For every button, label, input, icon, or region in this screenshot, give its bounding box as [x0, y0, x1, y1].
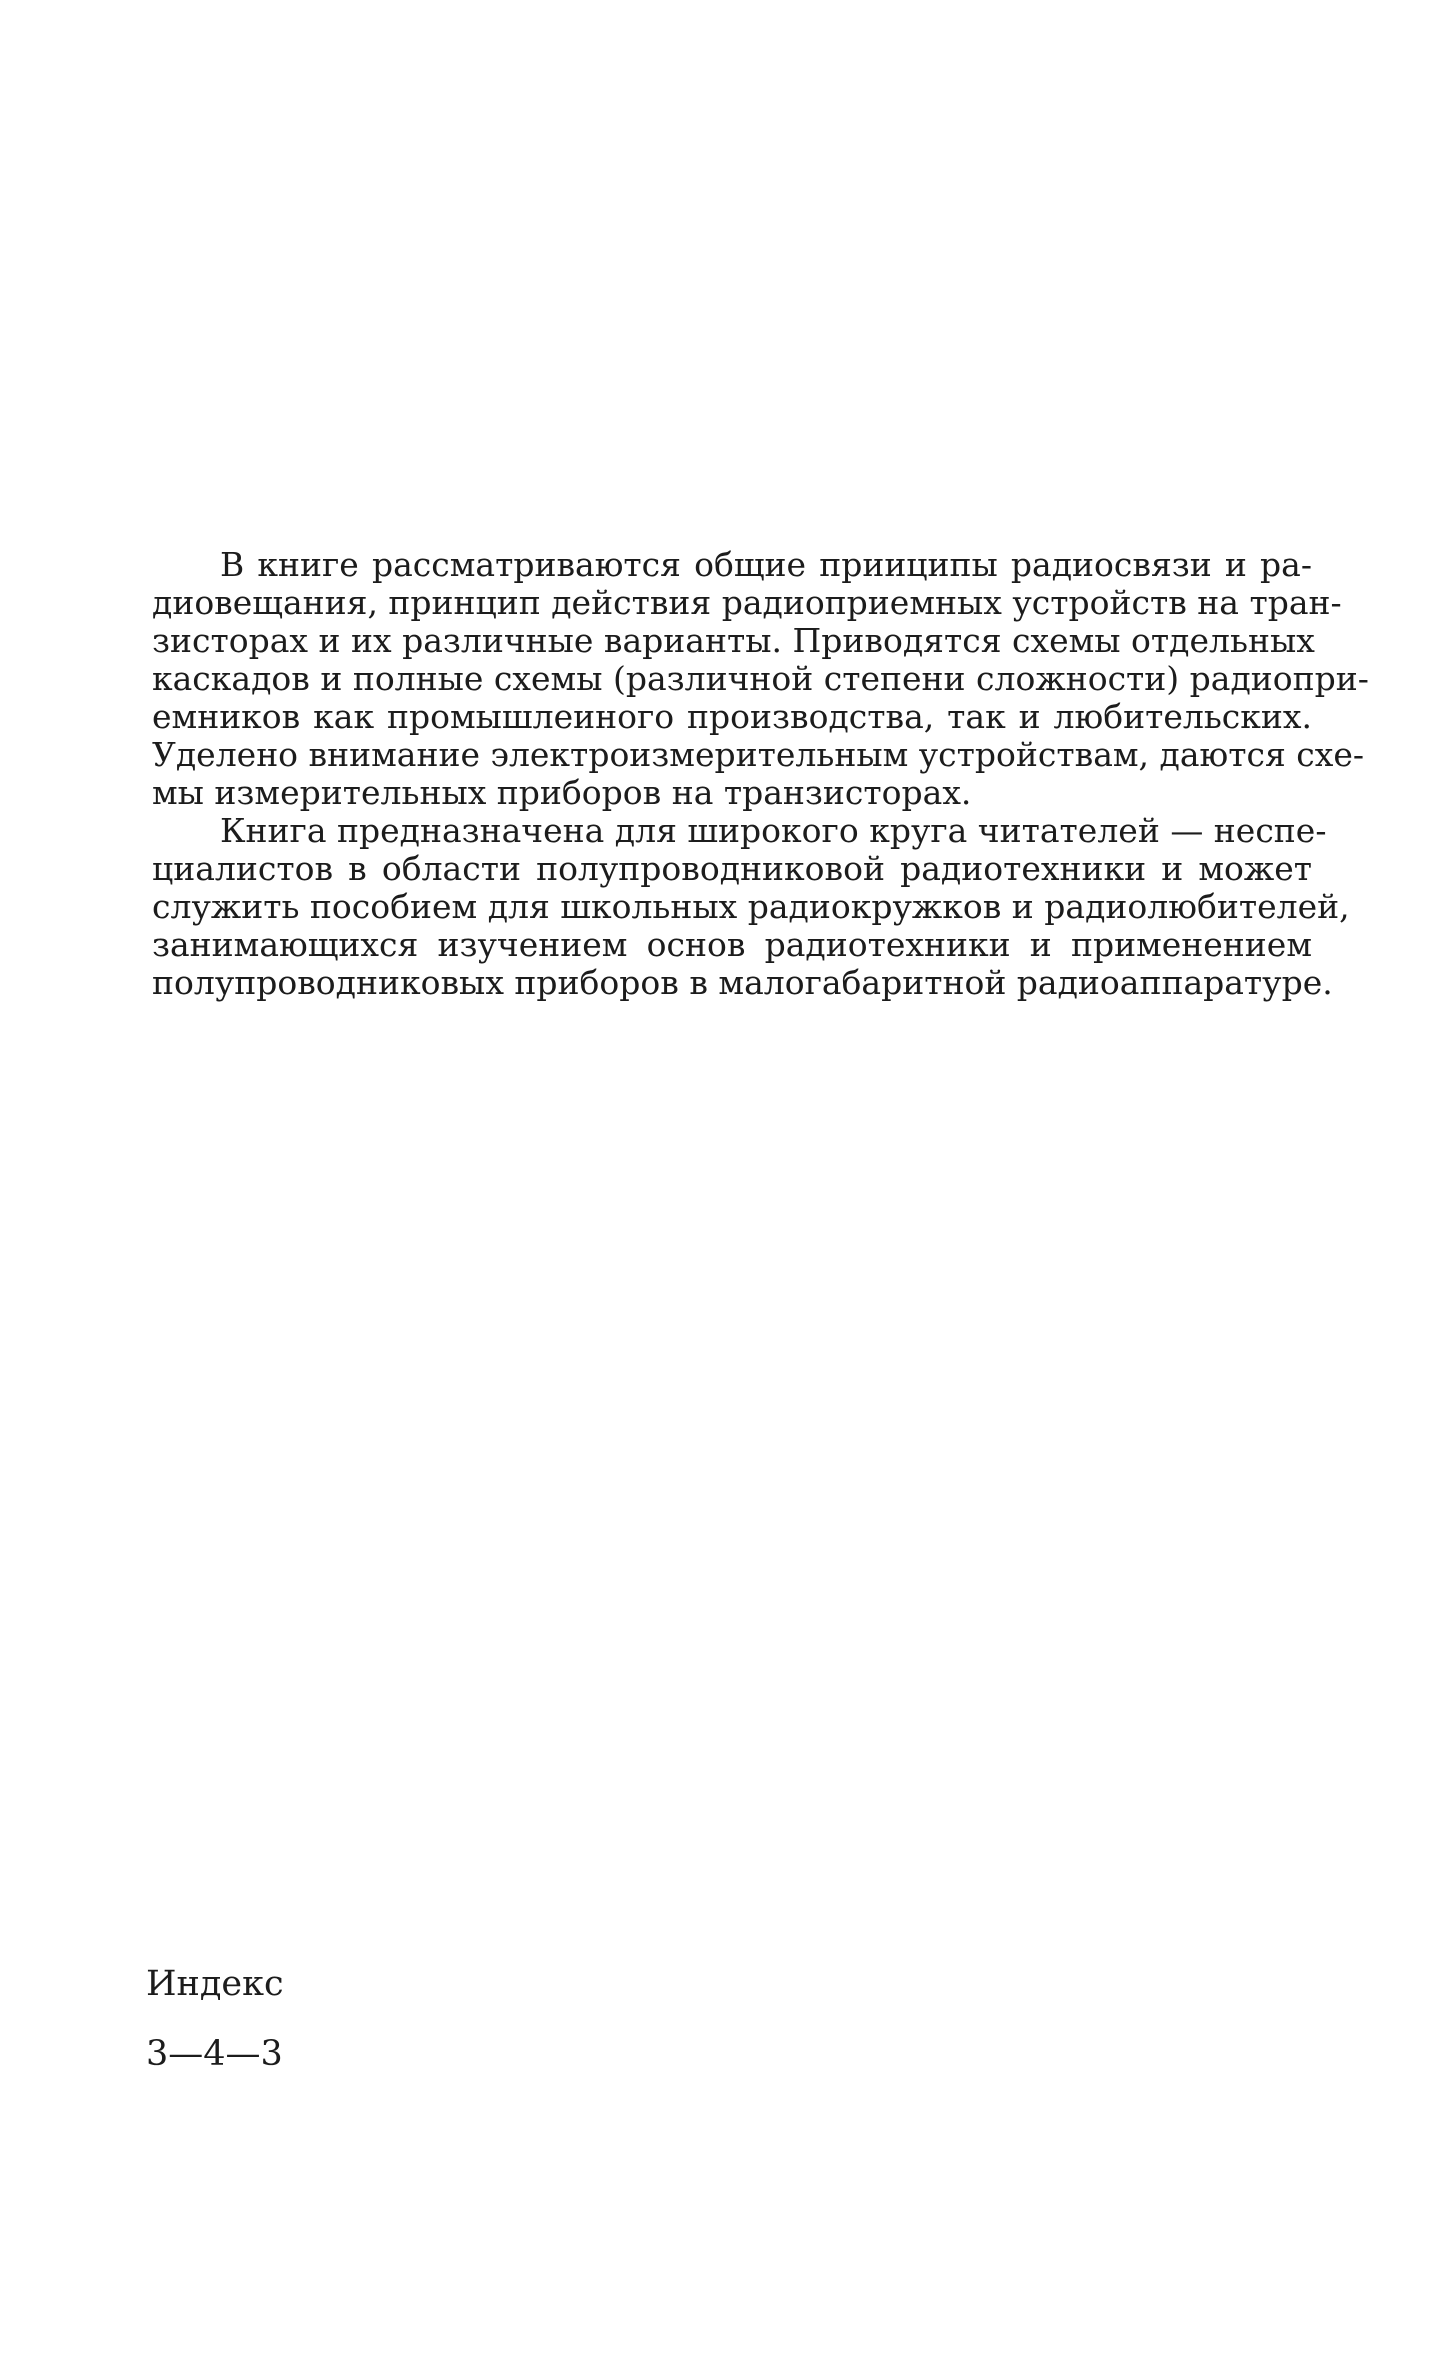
- text-line: емников как промышлеиного производства, так и любительских.: [152, 697, 1312, 736]
- text-line: циалистов в области полупроводниковой радиотехники и может: [152, 849, 1312, 888]
- index-block: [146, 1964, 284, 2074]
- text-line: зисторах и их различные варианты. Приводятся схемы отдельных: [152, 621, 1315, 660]
- text-line: диовещания, принцип действия радиоприемных устройств на тран-: [152, 583, 1342, 622]
- annotation-paragraph-1: [152, 545, 1369, 812]
- text-line: каскадов и полные схемы (различной степени сложности) радиопри-: [152, 659, 1369, 698]
- text-line: служить пособием для школьных радиокружков и радиолюбителей,: [152, 887, 1350, 926]
- text-line: занимающихся изучением основ радиотехники и применением: [152, 925, 1312, 964]
- text-line: мы измерительных приборов на транзисторах.: [152, 773, 972, 812]
- text-line: В книге рассматриваются общие прииципы радиосвязи и ра-: [220, 545, 1312, 584]
- text-line: Книга предназначена для широкого круга читателей — неспе-: [220, 811, 1327, 850]
- annotation-paragraph-2: [152, 811, 1350, 1002]
- annotation-text: [152, 545, 1369, 1002]
- index-label: Индекс: [146, 1964, 284, 2004]
- index-code: 3—4—3: [146, 2034, 283, 2074]
- text-line: Уделено внимание электроизмерительным устройствам, даются схе-: [152, 735, 1365, 774]
- text-line: полупроводниковых приборов в малогабаритной радиоаппаратуре.: [152, 963, 1333, 1002]
